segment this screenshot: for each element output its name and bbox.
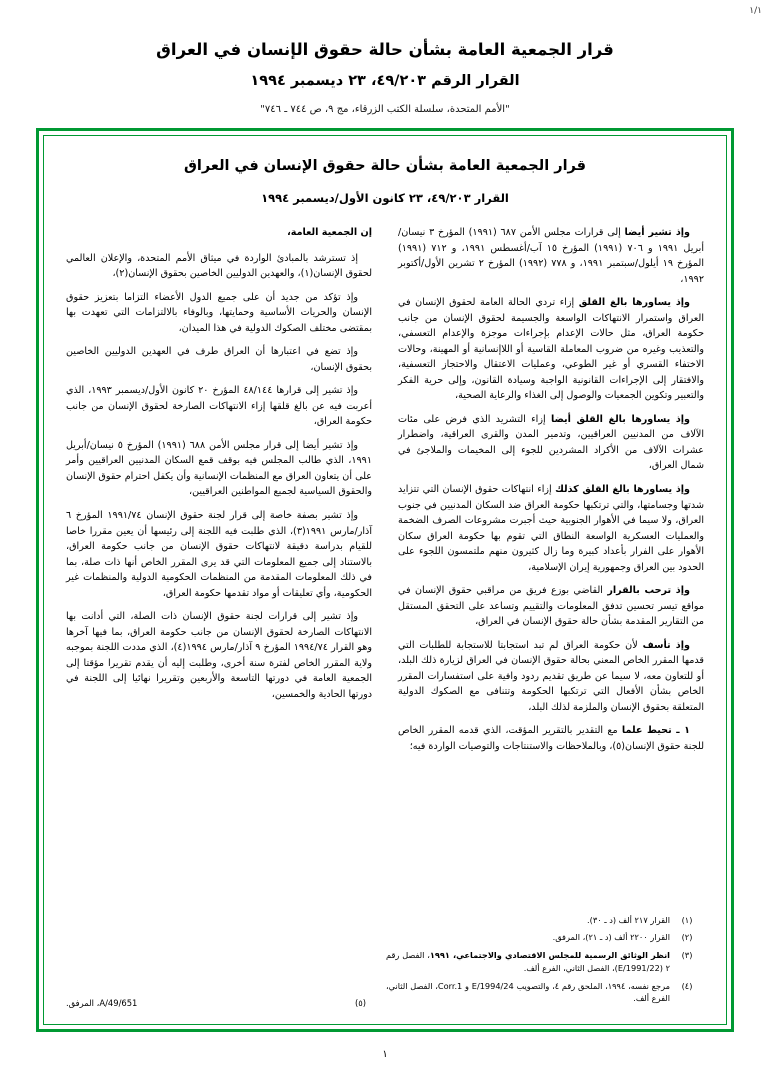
paragraph-left-5-lead: وإذ ترحب بالقرار — [607, 585, 690, 597]
paragraph-left-3-text: إزاء التشريد الذي فرض على مئات الآلاف من المدنيين العراقيين، وتدمير المدن والقرى العراقية، واضطرار عشرات الآلاف من الأكراد المشردين للجوء إلى المخيمات والملاجئ في شمال العراق، — [398, 413, 704, 472]
paragraph-left-7 — [398, 723, 704, 754]
footnote-row — [386, 980, 704, 1005]
footnote-plain: القرار ٢٢٠٠ ألف (د ـ ٢١)، المرفق. — [552, 932, 670, 943]
resolution-frame — [36, 128, 734, 1032]
header-subtitle: القرار الرقم ٤٩/٢٠٣، ٢٣ ديسمبر ١٩٩٤ — [250, 72, 520, 89]
preamble-opening: إن الجمعية العامة، — [287, 227, 372, 238]
footnote-number: (٤) — [681, 980, 693, 991]
footnote-bold: انظر الوثائق الرسمية للمجلس الاقتصادي والاجتماعي، ١٩٩١ — [429, 950, 670, 961]
paragraph-left-1 — [398, 225, 704, 287]
footnote-number: (٢) — [681, 932, 693, 943]
resolution-subtitle: القرار ٤٩/٢٠٣، ٢٣ كانون الأول/ديسمبر ١٩٩٤ — [261, 190, 509, 205]
paragraph-right-3: وإذ تضع في اعتبارها أن العراق طرف في العهدين الدوليين الخاصين بحقوق الإنسان، — [66, 346, 372, 373]
document-header — [0, 38, 770, 119]
footnote-text — [386, 980, 670, 1005]
paragraph-left-3-lead: وإذ يساورها بالغ القلق أيضا — [550, 413, 690, 425]
paragraph-left-2 — [398, 295, 704, 404]
footnote-plain: ، الفصل رقم ٢ (E/1991/22)، الفصل الثاني، الفرع ألف. — [386, 950, 670, 973]
resolution-frame-inner — [43, 135, 727, 1025]
footnotes — [386, 914, 704, 1010]
paragraph-left-6 — [398, 638, 704, 716]
paragraph-left-4-lead: وإذ يساورها بالغ القلق كذلك — [555, 483, 690, 495]
paragraph-left-4 — [398, 482, 704, 575]
paragraph-right-1: إذ تسترشد بالمبادئ الواردة في ميثاق الأمم المتحدة، والإعلان العالمي لحقوق الإنسان(١)، والعهدين الدوليين الخاصين بحقوق الإنسان(٢)، — [66, 252, 372, 280]
footnote-text — [386, 931, 670, 944]
paragraph-right-2: وإذ تؤكد من جديد أن على جميع الدول الأعضاء التزاما بتعزيز حقوق الإنسان والحريات الأساسية وحمايتها، وبالوفاء بالالتزامات التي تعهدت بها بمقتضى مختلف الصكوك الدولية في هذا الميدان، — [66, 291, 372, 334]
paragraph-right-7: وإذ تشير إلى قرارات لجنة حقوق الإنسان ذات الصلة، التي أدانت بها الانتهاكات الصارخة لحقوق الإنسان من جانب حكومة العراق، بما فيها آخرها وهو القرار ١٩٩٤/٧٤ المؤرخ ٩ آذار/مارس ١٩٩٤(٤)، الذي مددت اللجنة بموجبه ولاية المقرر الخاص لفترة سنة أخرى، وطلبت إليه أن يقدم تقريرا مؤقتا إلى الجمعية العامة في دورتها التاسعة والأربعين وتقريرا نهائيا إلى اللجنة في دورتها الحادية والخمسين، — [66, 611, 372, 700]
paragraph-left-7-lead: ١ ـ تحيط علما — [621, 725, 691, 737]
footnote-plain: القرار ٢١٧ ألف (د ـ ٣٠). — [587, 914, 670, 925]
body-columns — [66, 225, 704, 925]
footnote-row — [386, 914, 704, 927]
paragraph-left-1-text: إلى قرارات مجلس الأمن ٦٨٧ (١٩٩١) المؤرخ ٣ نيسان/أبريل ١٩٩١ و ٧٠٦ (١٩٩١) المؤرخ ١٥ آب/أغسطس ١٩٩١، و ٧١٢ (١٩٩١) المؤرخ ١٩ أيلول/سبتمبر ١٩٩١، و ٧٧٨ (١٩٩٢) المؤرخ ٢ تشرين الأول/أكتوبر ١٩٩٢، — [398, 227, 704, 285]
footnote-number: (٣) — [681, 950, 693, 961]
footnote-row — [386, 949, 704, 974]
paragraph-left-2-text: إزاء تردي الحالة العامة لحقوق الإنسان في العراق واستمرار الانتهاكات الواسعة والجسيمة لحقوق الإنسان من جانب حكومة العراق، مثل حالات الإعدام بإجراءات موجزة والإعدام التعسفي، والتعذيب وغيره من ضروب المعاملة القاسية أو اللاإنسانية أو المهينة، وحالات الاختفاء القسري أو غير الطوعي، وعمليات الاعتقال والاحتجاز التعسفية، والافتقار إلى الإجراءات القانونية الواجبة وسيادة القانون، وإلى حرية الفكر والتعبير وتكوين الجمعيات والوصول إلى الغذاء والرعاية الصحية، — [398, 297, 704, 402]
footnote-text — [386, 949, 670, 974]
paragraph-right-5: وإذ تشير أيضا إلى قرار مجلس الأمن ٦٨٨ (١٩٩١) المؤرخ ٥ نيسان/أبريل ١٩٩١، الذي طالب المجلس فيه بوقف قمع السكان المدنيين العراقيين وأمر على أن يتعاون العراق مع المنظمات الإنسانية وأن يكفل احترام حقوق الإنسان والحقوق السياسية لجميع المواطنين العراقيين، — [66, 439, 372, 498]
paragraph-left-2-lead: وإذ يساورها بالغ القلق — [578, 297, 691, 309]
footnote-number: (١) — [681, 914, 693, 925]
paragraph-right-4: وإذ تشير إلى قرارها ٤٨/١٤٤ المؤرخ ٢٠ كانون الأول/ديسمبر ١٩٩٣، الذي أعربت فيه عن بالغ قلقها إزاء الانتهاكات الصارخة لحقوق الإنسان من جانب حكومة العراق، — [66, 385, 372, 428]
paragraph-left-1-lead: وإذ تشير أيضا — [624, 227, 691, 238]
corner-mark: ١/١ — [749, 6, 762, 16]
paragraph-left-5-text: القاضي بوزع فريق من مراقبي حقوق الإنسان في مواقع تيسر تحسين تدفق المعلومات والتقييم وتساعد على التحقق المستقل من التقارير المقدمة بشأن حالة حقوق الإنسان في العراق، — [398, 585, 704, 628]
footnote-row — [386, 931, 704, 944]
left-footnote-text: A/49/651، المرفق. — [66, 998, 138, 1008]
page-number: ١ — [382, 1049, 388, 1060]
paragraph-left-6-text: لأن حكومة العراق لم تبد استجابتا للاستجابة للطلبات التي قدمها المقرر الخاص المعني بحالة حقوق الإنسان في العراق لزيارة ذلك البلد، أو للتعاون معه، لا سيما عن طريق تقديم ردود وافية على استفسارات المقرر الخاص بشأن الأفعال التي ترتكبها الحكومة وتتنافى مع الصكوك الدولية المتعلقة بحقوق الإنسان والملزمة لذلك البلد، — [398, 639, 704, 713]
footnote-plain: مرجع نفسه، ١٩٩٤، الملحق رقم ٤، والتصويب E/1994/24 و Corr.1، الفصل الثاني، الفرع ألف. — [386, 980, 670, 1004]
header-title: قرار الجمعية العامة بشأن حالة حقوق الإنسان في العراق — [156, 40, 614, 59]
left-footnote — [66, 998, 366, 1008]
column-left — [398, 225, 704, 925]
paragraph-right-6: وإذ تشير بصفة خاصة إلى قرار لجنة حقوق الإنسان ١٩٩١/٧٤ المؤرخ ٦ آذار/مارس ١٩٩١(٣)، الذي طلبت فيه اللجنة إلى رئيسها أن يعين مقررا خاصا للقيام بدراسة دقيقة لانتهاكات حقوق الإنسان من جانب حكومة العراق، بالاستناد إلى جميع المعلومات التي قد يرى المقرر الخاص أنها ذات صلة، بما في ذلك المعلومات المقدمة من المنظمات الحكومية الدولية والمنظمات غير الحكومية، وأي تعليقات أو مواد تقدمها حكومة العراق، — [66, 509, 372, 599]
paragraph-left-7-text: مع التقدير بالتقرير المؤقت، الذي قدمه المقرر الخاص للجنة حقوق الإنسان(٥)، وبالملاحظات والاستنتاجات والتوصيات الواردة فيه؛ — [398, 725, 704, 752]
resolution-title: قرار الجمعية العامة بشأن حالة حقوق الإنسان في العراق — [183, 158, 587, 174]
left-footnote-marker: (٥) — [354, 998, 366, 1008]
paragraph-left-3 — [398, 412, 704, 474]
header-source-note: "الأمم المتحدة، سلسلة الكتب الزرقاء، مج ٩، ص ٧٤٤ ـ ٧٤٦" — [260, 103, 510, 115]
paragraph-left-6-lead: وإذ تأسف — [642, 639, 690, 651]
footnote-text — [386, 914, 670, 927]
paragraph-left-4-text: إزاء انتهاكات حقوق الإنسان التي تتزايد شدتها وجسامتها، والتي ترتكبها حكومة العراق ضد السكان المدنيين في جنوب العراق، ولا سيما في الأهوار الجنوبية حيث أجبرت مشروعات الصرف الضخمة والعمليات العسكرية الواسعة النطاق التي تقوم بها حكومة العراق سكان الأهوار على الفرار بأعداد كبيرة وما زال كثيرون منهم ملتمسون اللجوء على الحدود بين العراق وجمهورية إيران الإسلامية، — [398, 483, 704, 573]
paragraph-left-5 — [398, 583, 704, 630]
column-right — [66, 225, 372, 925]
